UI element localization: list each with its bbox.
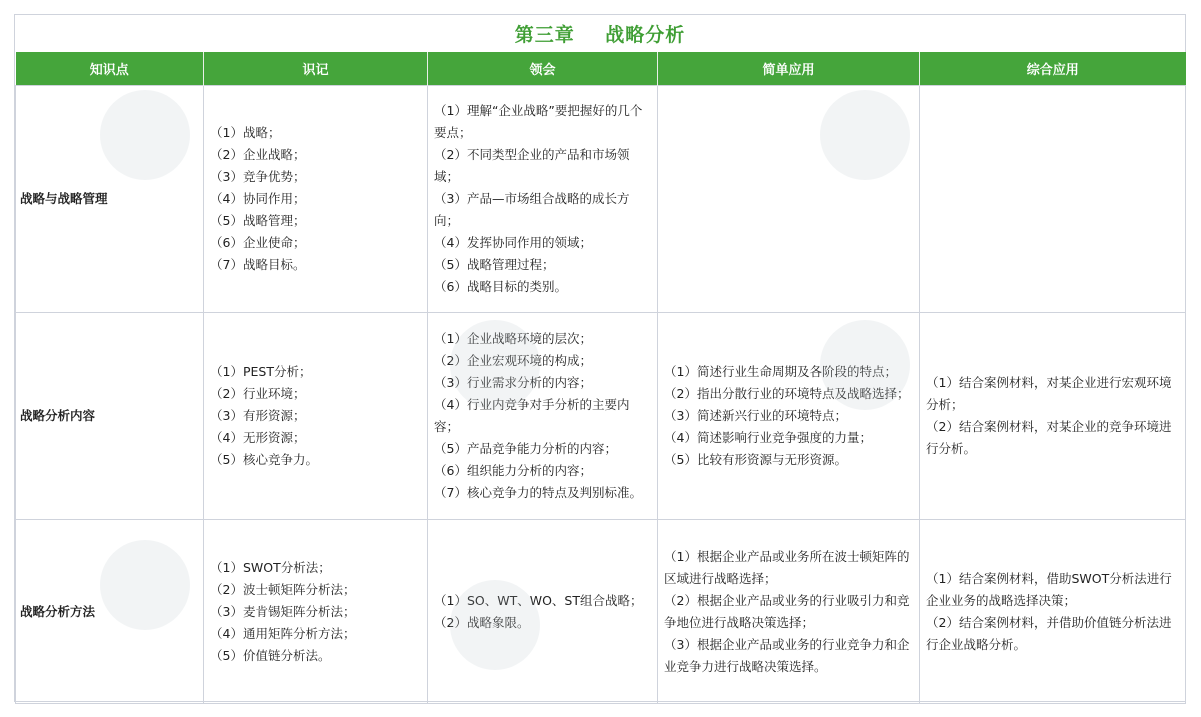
list-item: （1）简述行业生命周期及各阶段的特点； <box>664 364 897 379</box>
syllabus-table-container <box>14 14 1186 702</box>
list-item: （1）SWOT分析法； <box>210 559 331 575</box>
list-item: （5）核心竞争力。 <box>210 452 318 467</box>
list-item: （5）产品竞争能力分析的内容； <box>434 441 617 456</box>
list-item: （3）产品—市场组合战略的成长方向； <box>434 191 630 228</box>
knowledge-point-cell: 战略分析内容 <box>16 313 204 520</box>
list-item: （2）不同类型企业的产品和市场领域； <box>434 147 630 184</box>
list-item: （4）简述影响行业竞争强度的力量； <box>664 430 872 445</box>
header-simple-application: 简单应用 <box>658 52 920 86</box>
list-item: （3）简述新兴行业的环境特点； <box>664 408 847 423</box>
understand-cell <box>428 86 658 313</box>
simple-application-cell <box>658 86 920 313</box>
chapter-label: 第三章 <box>514 24 575 46</box>
table-header-row <box>16 52 1186 86</box>
remember-cell <box>204 313 428 520</box>
list-item: （2）企业宏观环境的构成； <box>434 353 592 368</box>
list-item: （5）价值链分析法。 <box>210 647 331 663</box>
list-item: （5）比较有形资源与无形资源。 <box>664 452 847 467</box>
list-item: （4）发挥协同作用的领域； <box>434 235 592 250</box>
table-row <box>16 86 1186 313</box>
page-title <box>15 15 1185 52</box>
list-item: （4）通用矩阵分析方法； <box>210 625 356 641</box>
header-understand: 领会 <box>428 52 658 86</box>
knowledge-table <box>15 52 1186 704</box>
comprehensive-application-cell <box>920 520 1186 704</box>
list-item: （2）指出分散行业的环境特点及战略选择； <box>664 386 910 401</box>
list-item: （2）结合案例材料，并借助价值链分析法进行企业战略分析。 <box>926 614 1172 652</box>
simple-application-cell <box>658 313 920 520</box>
list-item: （2）战略象限。 <box>434 614 530 630</box>
understand-cell <box>428 520 658 704</box>
header-comprehensive-application: 综合应用 <box>920 52 1186 86</box>
list-item: （5）战略管理过程； <box>434 257 555 272</box>
comprehensive-application-cell <box>920 86 1186 313</box>
list-item: （1）理解“企业战略”要把握好的几个要点； <box>434 103 643 140</box>
list-item: （1）企业战略环境的层次； <box>434 331 592 346</box>
header-remember: 识记 <box>204 52 428 86</box>
list-item: （3）根据企业产品或业务的行业竞争力和企业竞争力进行战略决策选择。 <box>664 636 910 674</box>
comprehensive-application-cell <box>920 313 1186 520</box>
list-item: （1）PEST分析； <box>210 364 312 379</box>
list-item: （1）战略； <box>210 125 281 140</box>
list-item: （7）战略目标。 <box>210 257 306 272</box>
list-item: （6）企业使命； <box>210 235 306 250</box>
remember-cell <box>204 86 428 313</box>
list-item: （4）协同作用； <box>210 191 306 206</box>
list-item: （3）有形资源； <box>210 408 306 423</box>
table-row <box>16 520 1186 704</box>
list-item: （2）波士顿矩阵分析法； <box>210 581 356 597</box>
chapter-topic: 战略分析 <box>605 24 686 46</box>
understand-cell <box>428 313 658 520</box>
header-knowledge-point: 知识点 <box>16 52 204 86</box>
knowledge-point-cell: 战略分析方法 <box>16 520 204 704</box>
list-item: （4）行业内竞争对手分析的主要内容； <box>434 397 630 434</box>
list-item: （2）行业环境； <box>210 386 306 401</box>
table-row <box>16 313 1186 520</box>
list-item: （2）根据企业产品或业务的行业吸引力和竞争地位进行战略决策选择； <box>664 592 910 630</box>
list-item: （1）SO、WT、WO、ST组合战略； <box>434 592 643 608</box>
list-item: （2）结合案例材料，对某企业的竞争环境进行分析。 <box>926 419 1172 456</box>
list-item: （7）核心竞争力的特点及判别标准。 <box>434 485 642 500</box>
list-item: （1）根据企业产品或业务所在波士顿矩阵的区域进行战略选择； <box>664 548 910 586</box>
remember-cell <box>204 520 428 704</box>
list-item: （2）企业战略； <box>210 147 306 162</box>
list-item: （1）结合案例材料，借助SWOT分析法进行企业业务的战略选择决策； <box>926 570 1172 608</box>
list-item: （3）麦肯锡矩阵分析法； <box>210 603 356 619</box>
list-item: （3）竞争优势； <box>210 169 306 184</box>
list-item: （4）无形资源； <box>210 430 306 445</box>
list-item: （6）组织能力分析的内容； <box>434 463 592 478</box>
list-item: （1）结合案例材料，对某企业进行宏观环境分析； <box>926 375 1172 412</box>
list-item: （6）战略目标的类别。 <box>434 279 567 294</box>
knowledge-point-cell: 战略与战略管理 <box>16 86 204 313</box>
list-item: （5）战略管理； <box>210 213 306 228</box>
list-item: （3）行业需求分析的内容； <box>434 375 592 390</box>
simple-application-cell <box>658 520 920 704</box>
